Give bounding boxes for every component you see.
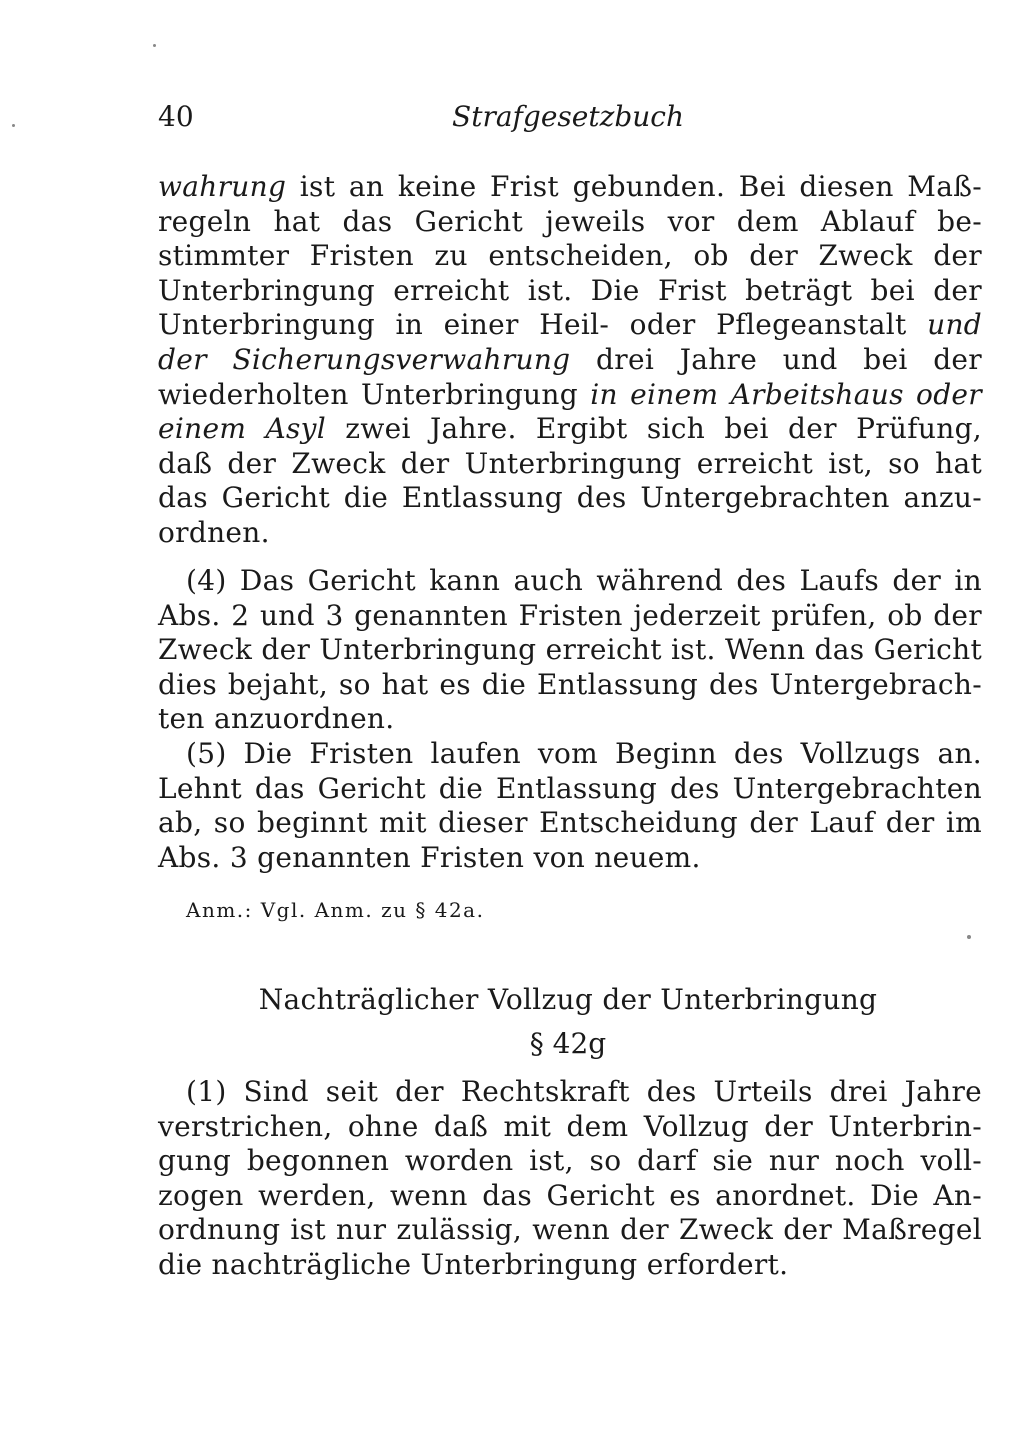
- text-line: [158, 1075, 982, 1110]
- text-run: zogen werden, wenn das Gericht es anordnet. Die An-: [158, 1178, 982, 1212]
- text-line: [158, 772, 982, 807]
- section-heading: Nachträglicher Vollzug der Unterbringung: [258, 983, 878, 1016]
- text-line: [158, 633, 982, 668]
- text-line: [158, 274, 982, 309]
- paragraph-3-continuation: [158, 170, 982, 551]
- text-line: [158, 737, 982, 772]
- paper-speck: [12, 124, 15, 127]
- text-run: Zweck der Unterbringung erreicht ist. Wenn das Gericht: [158, 633, 982, 667]
- text-line: [158, 702, 982, 737]
- paper-speck: [153, 44, 156, 47]
- text-run: Unterbringung in einer Heil- oder Pflegeanstalt: [158, 308, 928, 342]
- text-line: [158, 1248, 982, 1283]
- text-run: ordnen.: [158, 515, 270, 549]
- text-line: [158, 343, 982, 378]
- text-line: [158, 239, 982, 274]
- text-run: Abs. 2 und 3 genannten Fristen jederzeit prüfen, ob der: [158, 598, 982, 632]
- text-run: Unterbringung erreicht ist. Die Frist beträgt bei der: [158, 273, 982, 307]
- text-run: (4) Das Gericht kann auch während des Laufs der in: [186, 564, 982, 597]
- page-number: 40: [158, 100, 194, 133]
- italic-text: einem Asyl: [158, 412, 327, 446]
- text-line: [158, 1179, 982, 1214]
- text-run: verstrichen, ohne daß mit dem Vollzug der Unterbrin-: [158, 1109, 982, 1143]
- text-run: (5) Die Fristen laufen vom Beginn des Vollzugs an.: [186, 737, 982, 770]
- text-run: zwei Jahre. Ergibt sich bei der Prüfung,: [326, 412, 982, 446]
- section-number: § 42g: [529, 1027, 607, 1060]
- text-line: [158, 599, 982, 634]
- text-run: gung begonnen worden ist, so darf sie nur noch voll-: [158, 1144, 982, 1178]
- text-line: [158, 412, 982, 447]
- text-line: [158, 447, 982, 482]
- text-line: [158, 378, 982, 413]
- text-line: [158, 1110, 982, 1145]
- text-run: ordnung ist nur zulässig, wenn der Zweck der Maßregel: [158, 1213, 982, 1247]
- text-line: [158, 516, 982, 551]
- text-run: dies bejaht, so hat es die Entlassung des Untergebrach-: [158, 667, 982, 701]
- paragraph-5: [158, 737, 982, 875]
- text-line: [158, 564, 982, 599]
- paragraph-4: [158, 564, 982, 737]
- text-run: ten anzuordnen.: [158, 702, 395, 736]
- text-run: stimmter Fristen zu entscheiden, ob der Zweck der: [158, 239, 982, 273]
- text-run: Lehnt das Gericht die Entlassung des Untergebrachten: [158, 771, 982, 805]
- running-title: Strafgesetzbuch: [452, 100, 684, 133]
- paragraph-1-section-42g: [158, 1075, 982, 1283]
- text-run: wiederholten Unterbringung: [158, 377, 591, 411]
- text-line: [158, 1144, 982, 1179]
- text-line: [158, 481, 982, 516]
- text-line: [158, 1213, 982, 1248]
- text-run: ab, so beginnt mit dieser Entscheidung der Lauf der im: [158, 806, 982, 840]
- page-header: [158, 100, 684, 140]
- text-run: (1) Sind seit der Rechtskraft des Urteils drei Jahre: [186, 1075, 982, 1108]
- text-line: [158, 841, 982, 876]
- text-line: [158, 170, 982, 205]
- italic-text: und: [927, 308, 982, 342]
- text-line: [158, 205, 982, 240]
- text-line: [158, 806, 982, 841]
- italic-text: wahrung: [158, 170, 287, 203]
- paper-speck: [967, 935, 971, 939]
- text-line: [158, 668, 982, 703]
- text-run: daß der Zweck der Unterbringung erreicht ist, so hat: [158, 446, 982, 480]
- text-run: regeln hat das Gericht jeweils vor dem Ablauf be-: [158, 204, 982, 238]
- footnote: Anm.: Vgl. Anm. zu § 42a.: [186, 898, 485, 922]
- italic-text: der Sicherungsverwahrung: [158, 342, 571, 376]
- text-run: Abs. 3 genannten Fristen von neuem.: [158, 840, 701, 874]
- text-run: das Gericht die Entlassung des Untergebrachten anzu-: [158, 481, 982, 515]
- text-run: die nachträgliche Unterbringung erfordert.: [158, 1247, 789, 1281]
- text-run: drei Jahre und bei der: [570, 342, 982, 376]
- italic-text: in einem Arbeitshaus oder: [590, 377, 982, 411]
- text-line: [158, 308, 982, 343]
- text-run: ist an keine Frist gebunden. Bei diesen Maß-: [286, 170, 982, 203]
